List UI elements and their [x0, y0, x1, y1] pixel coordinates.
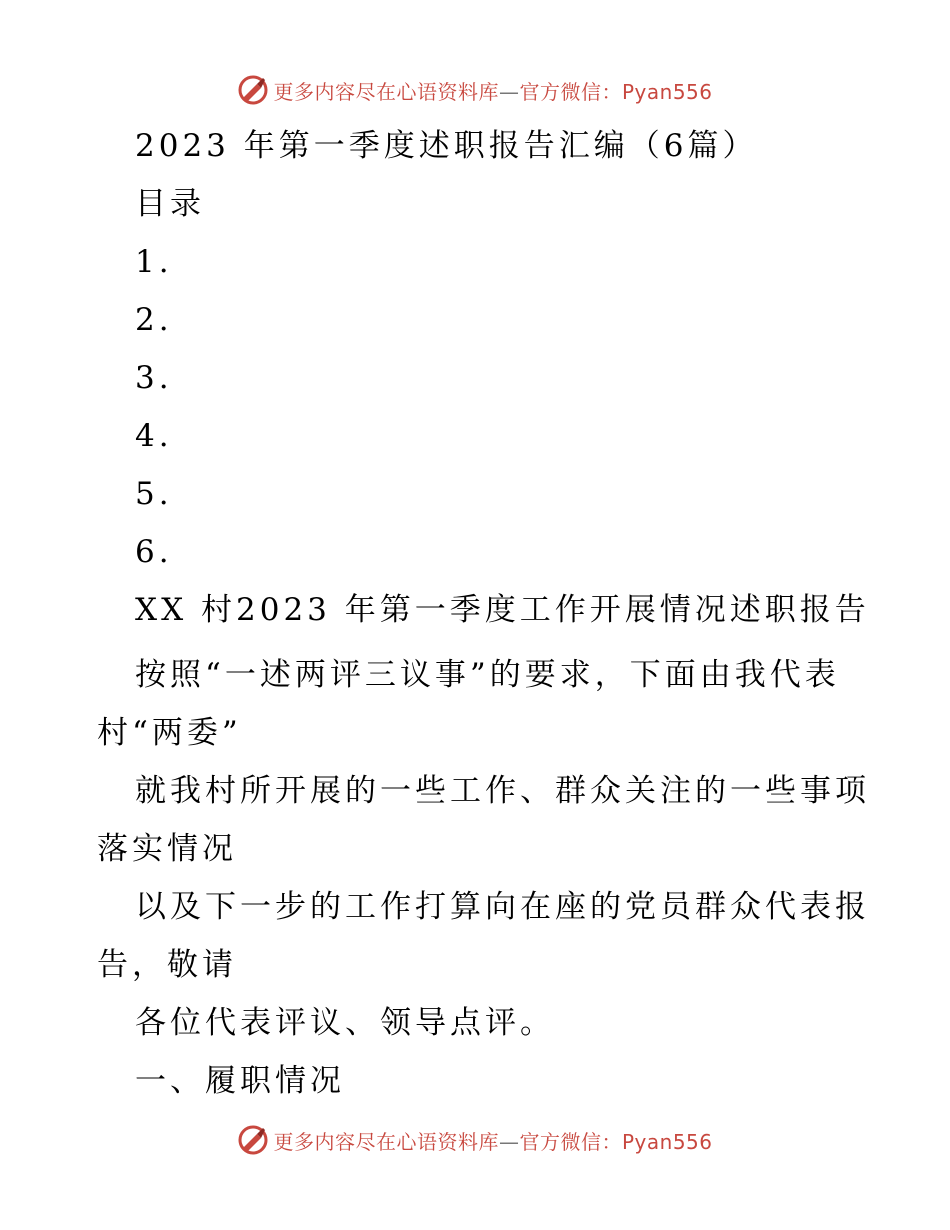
paragraph-line: 按照“一述两评三议事”的要求，下面由我代表 [135, 657, 840, 693]
toc-item: 3. [135, 360, 173, 396]
document-title: 2023 年第一季度述职报告汇编（6篇） [135, 128, 758, 164]
report-title: XX 村2023 年第一季度工作开展情况述职报告 [135, 592, 870, 628]
paragraph-line: 就我村所开展的一些工作、群众关注的一些事项 [135, 773, 870, 809]
paragraph-line: 以及下一步的工作打算向在座的党员群众代表报 [135, 889, 870, 925]
toc-item: 4. [135, 418, 173, 454]
watermark-banner-top [0, 68, 950, 112]
watermark-text: 更多内容尽在心语资料库—官方微信：Pyan556 [273, 1129, 713, 1154]
paragraph-line: 落实情况 [97, 831, 237, 867]
pen-logo-icon [237, 74, 269, 106]
watermark-banner-bottom [0, 1118, 950, 1162]
paragraph-line: 村“两委” [97, 715, 242, 751]
pen-logo-icon [237, 1124, 269, 1156]
toc-item: 6. [135, 534, 173, 570]
toc-item: 1. [135, 244, 173, 280]
paragraph-line: 各位代表评议、领导点评。 [135, 1005, 555, 1041]
toc-item: 5. [135, 476, 173, 512]
section-heading: 一、履职情况 [135, 1063, 345, 1099]
toc-heading: 目录 [135, 186, 205, 222]
paragraph-line: 告，敬请 [97, 947, 237, 983]
toc-item: 2. [135, 302, 173, 338]
watermark-text: 更多内容尽在心语资料库—官方微信：Pyan556 [273, 79, 713, 104]
